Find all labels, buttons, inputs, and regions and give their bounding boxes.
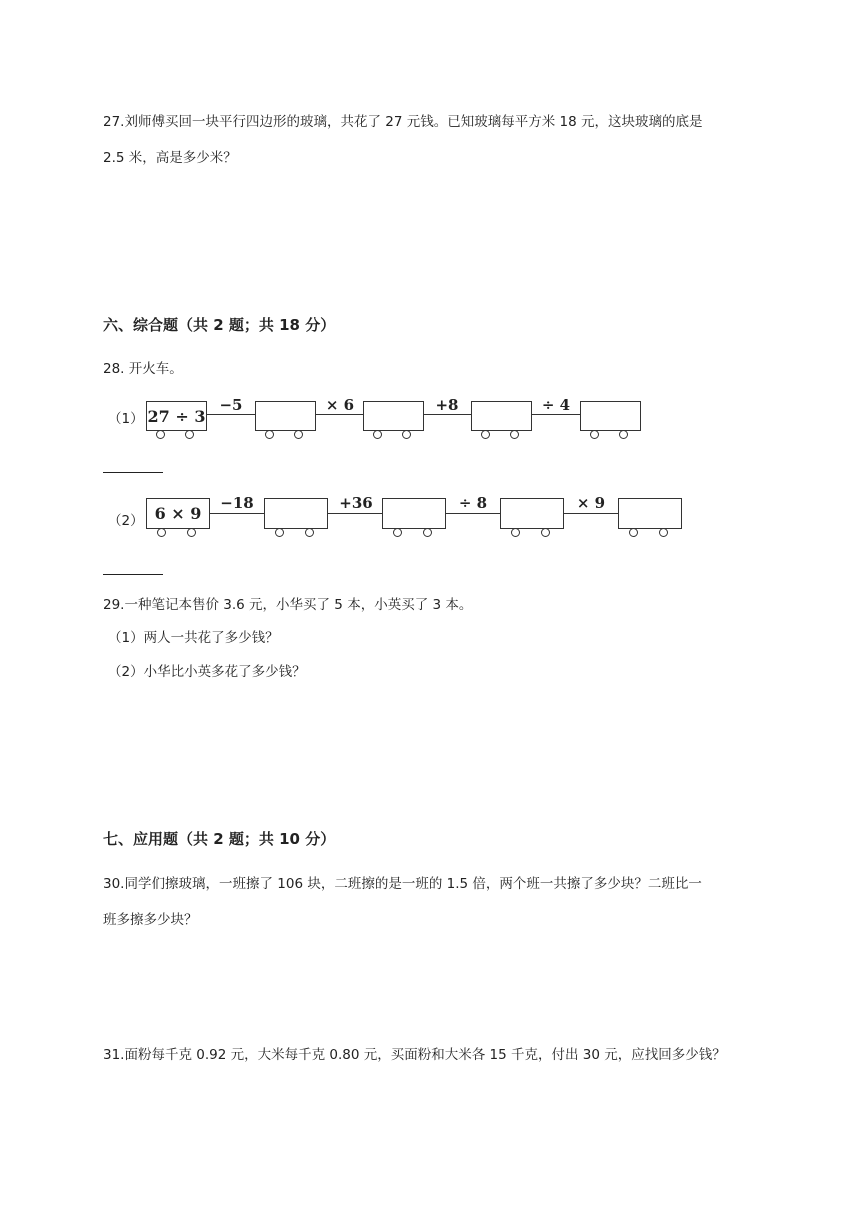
wheel-icon [294,430,303,439]
q27-line-1: 27.刘师傅买回一块平行四边形的玻璃，共花了 27 元钱。已知玻璃每平方米 18 元，这块玻璃的底是 [103,114,703,130]
q27-line-2: 2.5 米，高是多少米？ [103,150,237,166]
q29-sub-1: （1）两人一共花了多少钱？ [108,630,279,646]
train-2 [0,494,860,541]
train-1 [0,396,860,444]
coupling-line [424,414,471,415]
train-2-car-4 [500,498,564,529]
wheel-icon [590,430,599,439]
wheel-icon [157,528,166,537]
train-2-first-expression: 6 × 9 [154,504,202,523]
train-2-car-2 [264,498,328,529]
wheel-icon [275,528,284,537]
wheel-icon [619,430,628,439]
coupling-line [564,513,618,514]
train-2-car-3 [382,498,446,529]
train-2-label: （2） [108,513,144,529]
train-1-label: （1） [108,411,144,427]
train-1-op-1: −5 [219,396,243,414]
wheel-icon [156,430,165,439]
train-2-op-1: −18 [220,494,254,512]
coupling-line [328,513,382,514]
wheel-icon [265,430,274,439]
coupling-line [316,414,363,415]
train-1-first-expression: 27 ÷ 3 [147,406,206,426]
train-2-car-1 [146,498,210,529]
train-1-car-5 [580,401,641,431]
wheel-icon [423,528,432,537]
wheel-icon [629,528,638,537]
coupling-line [210,513,264,514]
q29-sub-2: （2）小华比小英多花了多少钱？ [108,664,306,680]
train-2-op-3: ÷ 8 [458,494,488,512]
train-2-answer-blank [103,574,163,575]
q29-stem: 29.一种笔记本售价 3.6 元，小华买了 5 本，小英买了 3 本。 [103,597,473,613]
wheel-icon [305,528,314,537]
section-6-title: 六、综合题（共 2 题；共 18 分） [103,316,336,334]
q31-line-1: 31.面粉每千克 0.92 元，大米每千克 0.80 元，买面粉和大米各 15 千克，付出 30 元，应找回多少钱？ [103,1047,726,1063]
train-1-op-4: ÷ 4 [541,396,571,414]
wheel-icon [659,528,668,537]
wheel-icon [511,528,520,537]
section-7-title: 七、应用题（共 2 题；共 10 分） [103,830,336,848]
train-1-car-1 [146,401,207,431]
q30-line-2: 班多擦多少块？ [103,912,198,928]
train-1-answer-blank [103,472,163,473]
coupling-line [532,414,580,415]
wheel-icon [185,430,194,439]
coupling-line [207,414,255,415]
train-1-car-2 [255,401,316,431]
wheel-icon [541,528,550,537]
train-1-op-2: × 6 [325,396,355,414]
coupling-line [446,513,500,514]
train-2-op-2: +36 [339,494,373,512]
wheel-icon [481,430,490,439]
wheel-icon [187,528,196,537]
wheel-icon [510,430,519,439]
q28-stem: 28. 开火车。 [103,361,183,377]
wheel-icon [393,528,402,537]
q30-line-1: 30.同学们擦玻璃，一班擦了 106 块，二班擦的是一班的 1.5 倍，两个班一共擦了多少块？二班比一 [103,876,702,892]
train-1-car-4 [471,401,532,431]
wheel-icon [373,430,382,439]
train-1-op-3: +8 [435,396,459,414]
train-1-car-3 [363,401,424,431]
train-2-car-5 [618,498,682,529]
train-2-op-4: × 9 [576,494,606,512]
wheel-icon [402,430,411,439]
